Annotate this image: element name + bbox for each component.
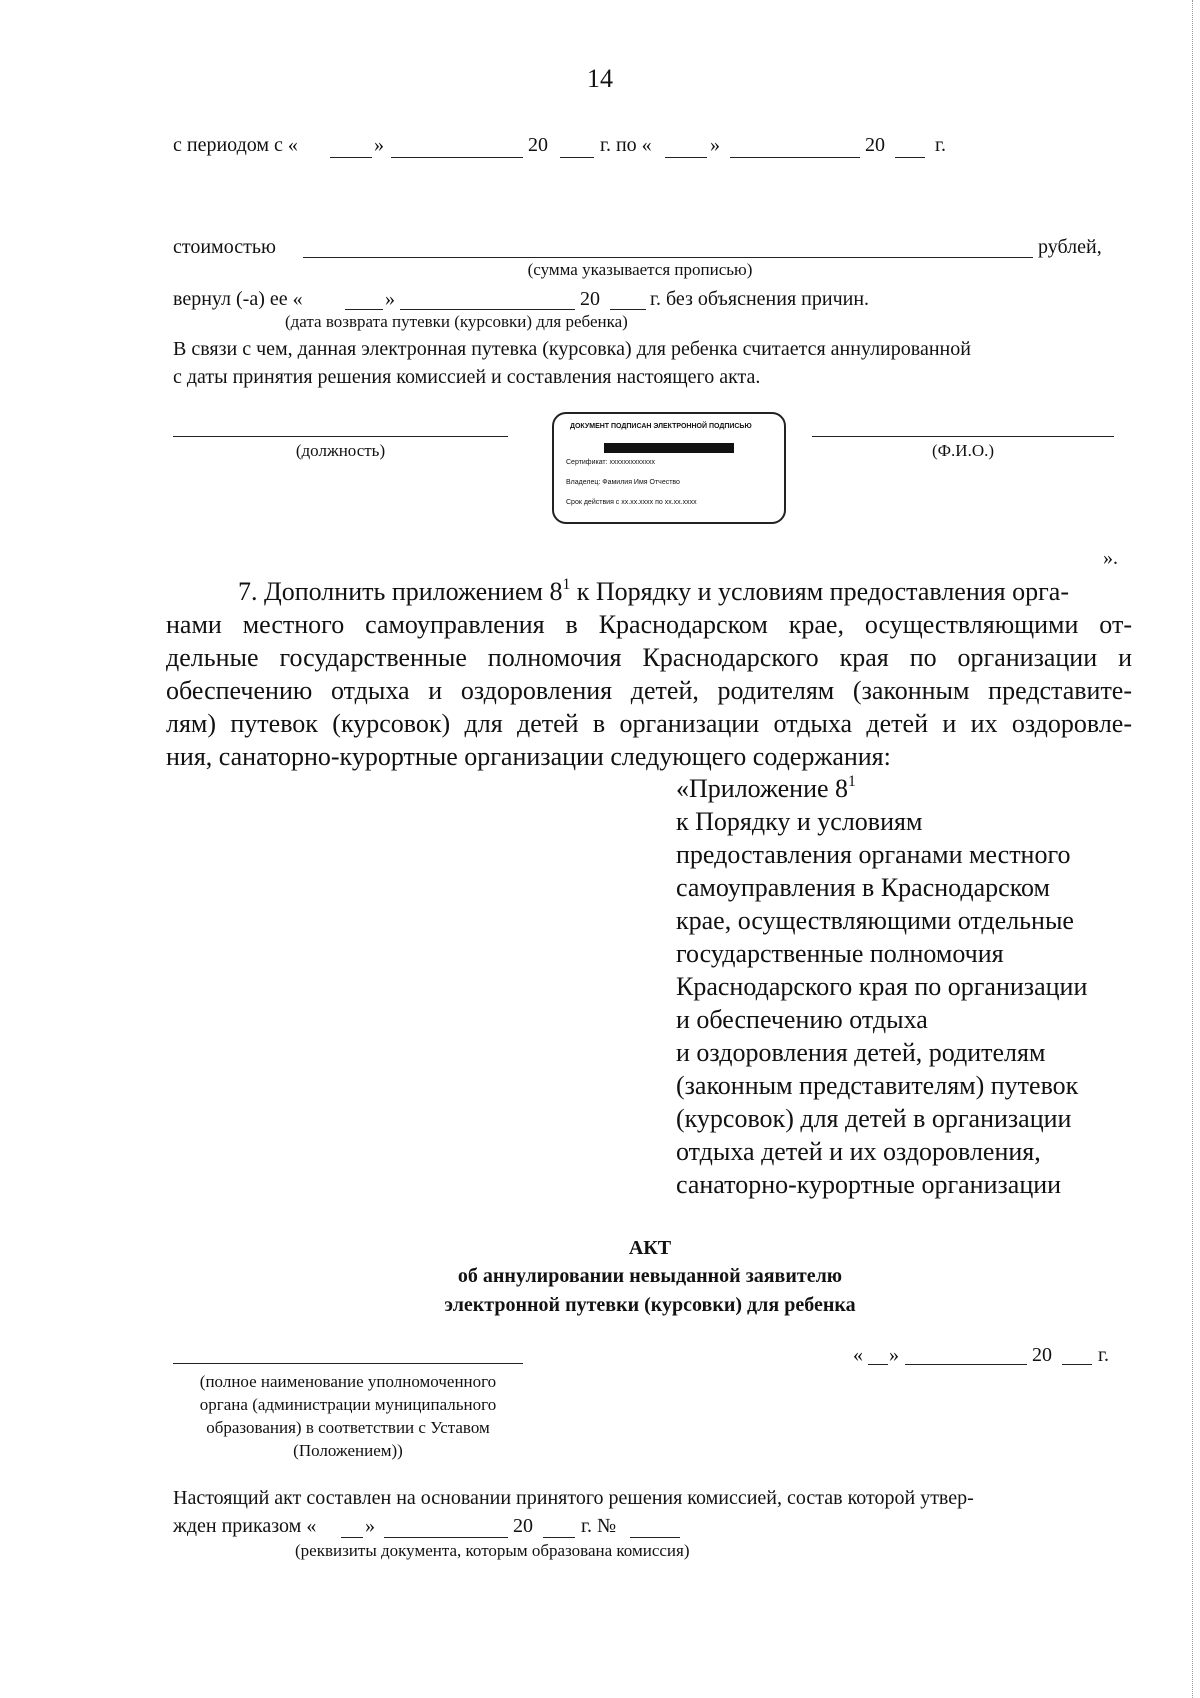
act-subtitle-1: об аннулировании невыданной заявителю bbox=[457, 1265, 843, 1287]
scan-edge-right bbox=[1192, 0, 1193, 1698]
position-hint: (должность) bbox=[295, 441, 386, 460]
act-subtitle-2: электронной путевки (курсовки) для ребенка bbox=[444, 1294, 856, 1316]
return-hint: (дата возврата путевки (курсовки) для ребенка) bbox=[285, 312, 628, 331]
page-number: 14 bbox=[587, 64, 613, 93]
closing-quote: ». bbox=[1103, 547, 1118, 569]
cost-hint: (сумма указывается прописью) bbox=[527, 260, 753, 279]
annul-line-2: с даты принятия решения комиссией и составления настоящего акта. bbox=[173, 366, 761, 388]
annul-line-1: В связи с чем, данная электронная путевка (курсовка) для ребенка считается аннулированной bbox=[173, 338, 971, 360]
basis-hint: (реквизиты документа, которым образована комиссия) bbox=[295, 1541, 690, 1560]
stamp-redaction-bar bbox=[604, 443, 734, 453]
electronic-signature-stamp: ДОКУМЕНТ ПОДПИСАН ЭЛЕКТРОННОЙ ПОДПИСЬЮ Сертификат: xxxxxxxxxxxxx Владелец: Фамилия Имя Отчество Срок действия с xx.xx.xxxx по xx.xx.xxxx bbox=[552, 412, 786, 524]
act-title: АКТ bbox=[628, 1237, 672, 1259]
name-hint: (Ф.И.О.) bbox=[931, 441, 995, 460]
